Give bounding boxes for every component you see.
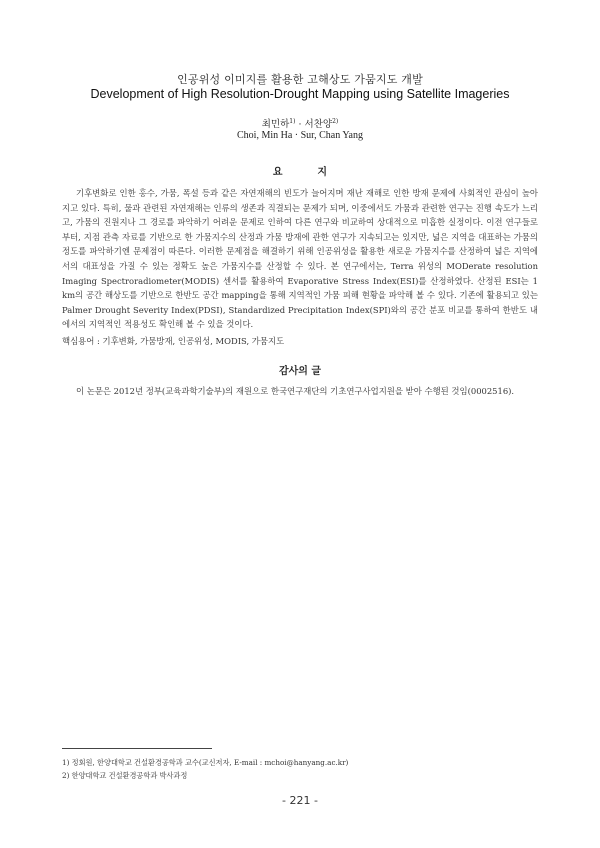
author-2-mark: 2) (332, 117, 339, 125)
footnote-2: 2) 한양대학교 건설환경공학과 박사과정 (62, 770, 188, 780)
keywords: 핵심용어 : 기후변화, 가뭄방재, 인공위성, MODIS, 가뭄지도 (62, 336, 285, 346)
page-number: - 221 - (282, 794, 318, 807)
author-1-mark: 1) (289, 117, 296, 125)
abstract-heading: 요 지 (272, 167, 328, 178)
author-2: 서찬양 (304, 119, 333, 130)
title-english: Development of High Resolution-Drought Mapping using Satellite Imageries (90, 87, 510, 101)
author-1: 최민하 (261, 119, 290, 130)
authors-english: Choi, Min Ha · Sur, Chan Yang (237, 130, 363, 141)
acknowledgement-text: 이 논문은 2012년 정부(교육과학기술부)의 재원으로 한국연구재단의 기초연구사업지원을 받아 수행된 것임(0002516). (76, 386, 515, 396)
footnote-1: 1) 정회원, 한양대학교 건설환경공학과 교수(교신저자, E-mail : mchoi@hanyang.ac.kr) (62, 758, 349, 767)
footnotes (62, 757, 538, 782)
abstract-text: 기후변화로 인한 홍수, 가뭄, 폭설 등과 같은 자연재해의 빈도가 늘어지며 재난 재해로 인한 방재 문제에 사회적인 관심이 높아지고 있다. 특히, 물과 관련된 자연재해는 인류의 생존과 직결되는 문제가 되며, 이중에서도 가뭄과 관련한 연구는 진행 속도가 느리고, 가뭄의 진원지나 그 경로를 파악하기 어려운 문제로 인하여 다른 연구와 비교하여 상대적으로 미흡한 실정이다. 이전 연구들로부터, 지점 관측 자료를 기반으로 한 가뭄지수의 산정과 가뭄 방재에 관한 연구가 지속되고는 있지만, 넓은 지역을 대표하는 가뭄의 정도를 파악하기엔 문제점이 따른다. 이러한 문제점을 해결하기 위해 인공위성을 활용한 새로운 가뭄지수를 산정하여 넓은 지역에서의 대표성을 가질 수 있는 정확도 높은 가뭄지수를 산정할 수 있다. 본 연구에서는, Terra 위성의 MODerate resolution Imaging Spectroradiometer(MODIS) 센서를 활용하여 Evaporative Stress Index(ESI)를 산정하였다. 산정된 ESI는 1 km의 공간 해상도를 기반으로 한반도 공간 mapping을 통해 지역적인 가뭄 피해 현황을 파악해 볼 수 있다. 기존에 활용되고 있는 Palmer Drought Severity Index(PDSI), Standardized Precipitation Index(SPI)와의 공간 분포 비교를 통하여 한반도 내에서의 지역적인 적용성도 확인해 볼 수 있을 것이다. (62, 188, 538, 330)
author-separator: · (295, 119, 305, 130)
title-korean: 인공위성 이미지를 활용한 고해상도 가뭄지도 개발 (177, 73, 423, 86)
acknowledgement-heading: 감사의 글 (278, 366, 322, 377)
authors-korean (0, 116, 600, 130)
footnote-divider (62, 748, 212, 749)
